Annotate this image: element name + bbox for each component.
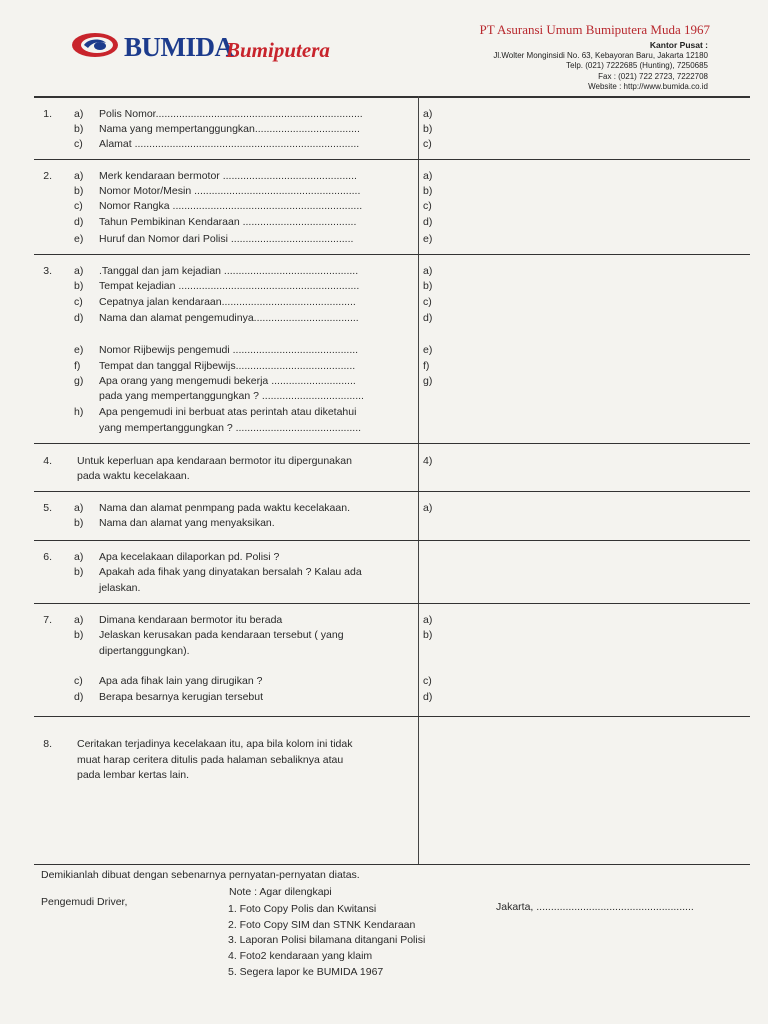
answer-letter[interactable]: a) — [423, 265, 433, 277]
answer-letter[interactable]: d) — [423, 312, 433, 324]
answer-letter[interactable]: d) — [423, 216, 433, 228]
item-label: Apa ada fihak lain yang dirugikan ? — [99, 675, 263, 687]
item-letter: b) — [74, 123, 84, 135]
section-divider-2 — [34, 254, 750, 255]
answer-letter[interactable]: a) — [423, 108, 433, 120]
item-letter: b) — [74, 566, 84, 578]
note-item: 3. Laporan Polisi bilamana ditangani Polisi — [228, 934, 426, 946]
section-divider-5 — [34, 540, 750, 541]
signer-label: Pengemudi Driver, — [41, 896, 128, 908]
item-label: Polis Nomor....................................................................... — [99, 108, 363, 120]
item-letter: c) — [74, 675, 83, 687]
office-label: Kantor Pusat : — [649, 40, 708, 50]
item-label: Nama dan alamat pengemudinya.................................... — [99, 312, 359, 324]
section-divider-6 — [34, 603, 750, 604]
item-label: Tempat dan tanggal Rijbewijs......................................... — [99, 360, 356, 372]
address: Jl.Wolter Monginsidi No. 63, Kebayoran Baru, Jakarta 12180 — [493, 50, 708, 60]
item-label: muat harap ceritera ditulis pada halaman sebaliknya atau — [77, 754, 344, 766]
answer-letter[interactable]: e) — [423, 233, 433, 245]
item-letter: b) — [74, 280, 84, 292]
item-letter: c) — [74, 138, 83, 150]
item-letter: c) — [74, 296, 83, 308]
section-number: 2. — [43, 170, 52, 182]
item-label: Nomor Rangka ................................................................. — [99, 200, 363, 212]
note-item: 1. Foto Copy Polis dan Kwitansi — [228, 903, 377, 915]
section-number: 8. — [43, 738, 52, 750]
item-label: Nama dan alamat penmpang pada waktu kecelakaan. — [99, 502, 350, 514]
item-label: Nama dan alamat yang menyaksikan. — [99, 517, 275, 529]
fax: Fax : (021) 722 2723, 7222708 — [598, 71, 708, 81]
item-letter: f) — [74, 360, 81, 372]
note-item: 2. Foto Copy SIM dan STNK Kendaraan — [228, 919, 416, 931]
section-divider-7 — [34, 716, 750, 717]
answer-letter[interactable]: b) — [423, 185, 433, 197]
item-letter: g) — [74, 375, 84, 387]
note-title: Note : Agar dilengkapi — [229, 886, 332, 898]
answer-letter[interactable]: g) — [423, 375, 433, 387]
item-letter: h) — [74, 406, 84, 418]
item-label: Merk kendaraan bermotor .............................................. — [99, 170, 357, 182]
logo-wordmark: BUMIDA — [124, 32, 234, 62]
answer-letter[interactable]: e) — [423, 344, 433, 356]
item-letter: d) — [74, 691, 84, 703]
item-label: pada yang mempertanggungkan ? ................................... — [99, 390, 364, 402]
place-date-field[interactable]: Jakarta, ...................................................... — [496, 901, 694, 913]
item-label: Apa pengemudi ini berbuat atas perintah atau diketahui — [99, 406, 357, 418]
item-label: Nomor Motor/Mesin ......................................................... — [99, 185, 361, 197]
answer-letter[interactable]: 4) — [423, 455, 433, 467]
note-item: 4. Foto2 kendaraan yang klaim — [228, 950, 373, 962]
item-letter: a) — [74, 551, 84, 563]
item-label: Untuk keperluan apa kendaraan bermotor itu dipergunakan — [77, 455, 352, 467]
answer-letter[interactable]: b) — [423, 280, 433, 292]
section-divider-1 — [34, 159, 750, 160]
item-label: pada lembar kertas lain. — [77, 769, 190, 781]
item-label: dipertanggungkan). — [99, 645, 190, 657]
item-label: Dimana kendaraan bermotor itu berada — [99, 614, 283, 626]
answer-letter[interactable]: f) — [423, 360, 430, 372]
answer-letter[interactable]: b) — [423, 123, 433, 135]
section-number: 1. — [43, 108, 52, 120]
item-label: Cepatnya jalan kendaraan.............................................. — [99, 296, 356, 308]
answer-letter[interactable]: b) — [423, 629, 433, 641]
bumida-swirl-icon — [70, 30, 120, 60]
answer-letter[interactable]: c) — [423, 675, 432, 687]
column-divider — [418, 96, 419, 864]
item-label: yang mempertanggungkan ? ........................................... — [99, 422, 362, 434]
item-label: Apakah ada fihak yang dinyatakan bersalah ? Kalau ada — [99, 566, 362, 578]
item-letter: a) — [74, 108, 84, 120]
item-label: Nama yang mempertanggungkan.................................... — [99, 123, 360, 135]
item-label: Alamat ............................................................................. — [99, 138, 360, 150]
item-label: Tempat kejadian .............................................................. — [99, 280, 360, 292]
logo-subtitle: Bumiputera — [226, 38, 330, 62]
table-bottom-border — [34, 864, 750, 865]
item-letter: a) — [74, 614, 84, 626]
item-letter: d) — [74, 216, 84, 228]
item-label: Tahun Pembikinan Kendaraan ....................................... — [99, 216, 357, 228]
answer-letter[interactable]: a) — [423, 170, 433, 182]
item-letter: a) — [74, 502, 84, 514]
item-letter: e) — [74, 344, 84, 356]
item-label: Berapa besarnya kerugian tersebut — [99, 691, 264, 703]
item-letter: b) — [74, 517, 84, 529]
answer-letter[interactable]: c) — [423, 138, 432, 150]
item-letter: d) — [74, 312, 84, 324]
item-letter: a) — [74, 170, 84, 182]
answer-letter[interactable]: a) — [423, 614, 433, 626]
contact-block — [493, 40, 708, 93]
item-label: pada waktu kecelakaan. — [77, 470, 190, 482]
item-label: Jelaskan kerusakan pada kendaraan tersebut ( yang — [99, 629, 344, 641]
item-letter: b) — [74, 185, 84, 197]
website: Website : http://www.bumida.co.id — [588, 82, 708, 92]
answer-letter[interactable]: c) — [423, 200, 432, 212]
item-letter: c) — [74, 200, 83, 212]
item-label: Nomor Rijbewijs pengemudi ........................................... — [99, 344, 359, 356]
section-divider-4 — [34, 491, 750, 492]
item-label: Apa kecelakaan dilaporkan pd. Polisi ? — [99, 551, 280, 563]
section-number: 7. — [43, 614, 52, 626]
section-number: 5. — [43, 502, 52, 514]
answer-letter[interactable]: c) — [423, 296, 432, 308]
item-label: Apa orang yang mengemudi bekerja ............................. — [99, 375, 356, 387]
statement-text: Demikianlah dibuat dengan sebenarnya pernyatan-pernyatan diatas. — [41, 869, 360, 881]
item-label: .Tanggal dan jam kejadian .............................................. — [99, 265, 359, 277]
phone: Telp. (021) 7222685 (Hunting), 7250685 — [566, 61, 708, 71]
item-label: Ceritakan terjadinya kecelakaan itu, apa bila kolom ini tidak — [77, 738, 353, 750]
answer-letter[interactable]: a) — [423, 502, 433, 514]
note-item: 5. Segera lapor ke BUMIDA 1967 — [228, 966, 384, 978]
company-name: PT Asuransi Umum Bumiputera Muda 1967 — [479, 22, 710, 37]
item-letter: e) — [74, 233, 84, 245]
item-label: jelaskan. — [99, 582, 141, 594]
table-top-border — [34, 96, 750, 98]
item-letter: b) — [74, 629, 84, 641]
section-number: 4. — [43, 455, 52, 467]
answer-letter[interactable]: d) — [423, 691, 433, 703]
item-label: Huruf dan Nomor dari Polisi .......................................... — [99, 233, 354, 245]
section-divider-3 — [34, 443, 750, 444]
section-number: 6. — [43, 551, 52, 563]
item-letter: a) — [74, 265, 84, 277]
section-number: 3. — [43, 265, 52, 277]
